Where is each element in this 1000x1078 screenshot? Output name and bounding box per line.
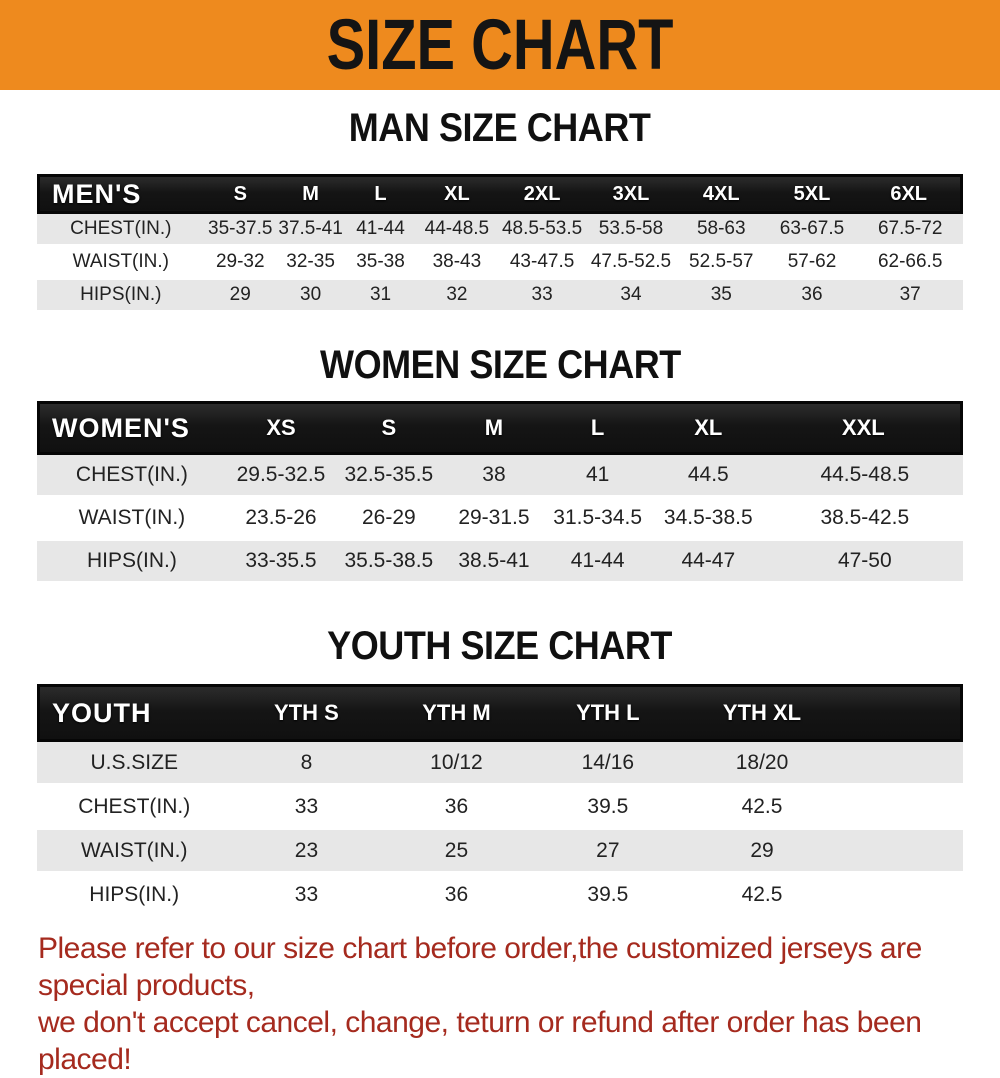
- size-value-cell: 42.5: [684, 874, 840, 918]
- size-value-cell: 57-62: [767, 247, 858, 280]
- size-value-cell: 38.5-42.5: [767, 498, 963, 541]
- column-header: 5XL: [767, 174, 858, 214]
- table-corner-label: YOUTH: [37, 684, 231, 742]
- table-corner-label: MEN'S: [37, 174, 205, 214]
- table-row: [37, 786, 963, 830]
- disclaimer-line-1: Please refer to our size chart before order,the customized jerseys are special products,: [38, 932, 922, 1002]
- column-header: M: [443, 401, 546, 455]
- row-label: CHEST(IN.): [37, 786, 231, 830]
- size-value-cell: 31: [345, 280, 415, 313]
- row-label: CHEST(IN.): [37, 455, 227, 498]
- column-header: 4XL: [676, 174, 767, 214]
- row-label: WAIST(IN.): [37, 247, 205, 280]
- size-value-cell: 41-44: [545, 541, 650, 584]
- header-row: [37, 401, 963, 455]
- table-row: [37, 214, 963, 247]
- column-header: 3XL: [586, 174, 676, 214]
- table-corner-label: WOMEN'S: [37, 401, 227, 455]
- size-value-cell: 26-29: [335, 498, 442, 541]
- size-value-cell: 37.5-41: [276, 214, 345, 247]
- size-value-cell: 36: [381, 786, 531, 830]
- size-value-cell: 53.5-58: [586, 214, 676, 247]
- size-value-cell: 35: [676, 280, 767, 313]
- disclaimer-line-2: we don't accept cancel, change, teturn or refund after order has been placed!: [38, 1006, 922, 1076]
- row-label: U.S.SIZE: [37, 742, 231, 786]
- table-row: [37, 541, 963, 584]
- column-header: YTH M: [381, 684, 531, 742]
- size-value-cell: 38: [443, 455, 546, 498]
- column-header: XL: [650, 401, 767, 455]
- column-header: XL: [416, 174, 498, 214]
- size-value-cell: 41-44: [345, 214, 415, 247]
- size-value-cell: 32-35: [276, 247, 345, 280]
- column-header: 2XL: [498, 174, 586, 214]
- women-section-heading: WOMEN SIZE CHART: [319, 343, 681, 387]
- size-value-cell: 29-32: [205, 247, 276, 280]
- column-header: XXL: [767, 401, 963, 455]
- spacer-cell: [840, 742, 963, 786]
- table-row: [37, 498, 963, 541]
- spacer-cell: [840, 874, 963, 918]
- column-header: S: [335, 401, 442, 455]
- size-value-cell: 42.5: [684, 786, 840, 830]
- size-value-cell: 52.5-57: [676, 247, 767, 280]
- header-row: [37, 174, 963, 214]
- column-header: L: [545, 401, 650, 455]
- size-value-cell: 29-31.5: [443, 498, 546, 541]
- size-value-cell: 48.5-53.5: [498, 214, 586, 247]
- size-value-cell: 35.5-38.5: [335, 541, 442, 584]
- size-value-cell: 23: [231, 830, 381, 874]
- women-size-table: [37, 401, 963, 584]
- column-header: 6XL: [857, 174, 963, 214]
- header-row: [37, 684, 963, 742]
- row-label: CHEST(IN.): [37, 214, 205, 247]
- table-row: [37, 742, 963, 786]
- row-label: WAIST(IN.): [37, 830, 231, 874]
- section-men: [0, 106, 1000, 313]
- size-value-cell: 44.5: [650, 455, 767, 498]
- size-value-cell: 14/16: [531, 742, 684, 786]
- column-header: S: [205, 174, 276, 214]
- size-value-cell: 33: [231, 786, 381, 830]
- youth-size-table: [37, 684, 963, 918]
- row-label: HIPS(IN.): [37, 280, 205, 313]
- size-value-cell: 44-48.5: [416, 214, 498, 247]
- size-value-cell: 8: [231, 742, 381, 786]
- size-value-cell: 43-47.5: [498, 247, 586, 280]
- size-value-cell: 18/20: [684, 742, 840, 786]
- size-value-cell: 62-66.5: [857, 247, 963, 280]
- column-header: YTH S: [231, 684, 381, 742]
- size-value-cell: 37: [857, 280, 963, 313]
- size-value-cell: 34: [586, 280, 676, 313]
- size-value-cell: 32.5-35.5: [335, 455, 442, 498]
- size-value-cell: 39.5: [531, 874, 684, 918]
- table-row: [37, 247, 963, 280]
- row-label: HIPS(IN.): [37, 874, 231, 918]
- row-label: WAIST(IN.): [37, 498, 227, 541]
- column-header: YTH L: [531, 684, 684, 742]
- spacer-cell: [840, 830, 963, 874]
- size-value-cell: 29.5-32.5: [227, 455, 335, 498]
- size-chart-banner: [0, 0, 1000, 90]
- size-value-cell: 30: [276, 280, 345, 313]
- table-row: [37, 830, 963, 874]
- size-value-cell: 23.5-26: [227, 498, 335, 541]
- size-value-cell: 67.5-72: [857, 214, 963, 247]
- section-youth: [0, 624, 1000, 918]
- size-value-cell: 38.5-41: [443, 541, 546, 584]
- table-row: [37, 280, 963, 313]
- youth-section-heading: YOUTH SIZE CHART: [327, 624, 673, 668]
- size-value-cell: 35-37.5: [205, 214, 276, 247]
- men-size-table: [37, 174, 963, 313]
- size-value-cell: 35-38: [345, 247, 415, 280]
- size-value-cell: 41: [545, 455, 650, 498]
- size-value-cell: 44-47: [650, 541, 767, 584]
- size-value-cell: 36: [767, 280, 858, 313]
- men-section-heading: MAN SIZE CHART: [349, 106, 651, 150]
- size-value-cell: 47-50: [767, 541, 963, 584]
- column-header: YTH XL: [684, 684, 840, 742]
- size-value-cell: 58-63: [676, 214, 767, 247]
- table-row: [37, 874, 963, 918]
- section-women: [0, 343, 1000, 584]
- size-value-cell: 34.5-38.5: [650, 498, 767, 541]
- size-value-cell: 33-35.5: [227, 541, 335, 584]
- size-value-cell: 25: [381, 830, 531, 874]
- row-label: HIPS(IN.): [37, 541, 227, 584]
- column-header: XS: [227, 401, 335, 455]
- size-value-cell: 33: [231, 874, 381, 918]
- size-value-cell: 32: [416, 280, 498, 313]
- spacer-cell: [840, 786, 963, 830]
- size-value-cell: 27: [531, 830, 684, 874]
- size-value-cell: 33: [498, 280, 586, 313]
- size-value-cell: 29: [684, 830, 840, 874]
- size-value-cell: 31.5-34.5: [545, 498, 650, 541]
- order-disclaimer: [38, 930, 1000, 1078]
- column-header: M: [276, 174, 345, 214]
- size-value-cell: 29: [205, 280, 276, 313]
- column-header: L: [345, 174, 415, 214]
- size-value-cell: 38-43: [416, 247, 498, 280]
- size-value-cell: 44.5-48.5: [767, 455, 963, 498]
- size-value-cell: 47.5-52.5: [586, 247, 676, 280]
- spacer-cell: [840, 684, 963, 742]
- size-value-cell: 39.5: [531, 786, 684, 830]
- size-value-cell: 36: [381, 874, 531, 918]
- size-value-cell: 63-67.5: [767, 214, 858, 247]
- banner-title: SIZE CHART: [326, 5, 674, 85]
- table-row: [37, 455, 963, 498]
- size-value-cell: 10/12: [381, 742, 531, 786]
